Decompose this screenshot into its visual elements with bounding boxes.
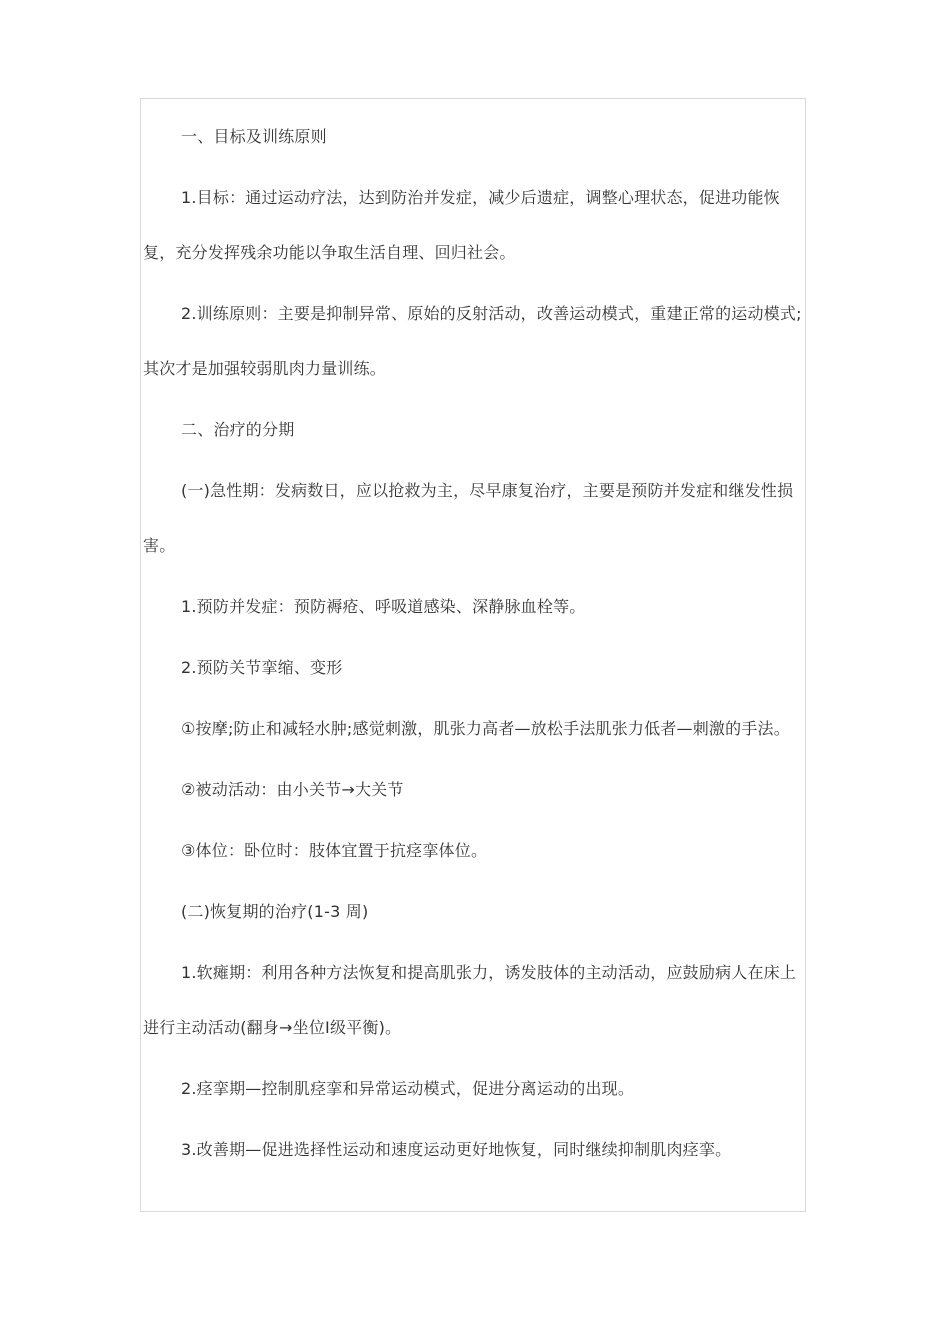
paragraph-position: ③体位：卧位时：肢体宜置于抗痉挛体位。 [181, 841, 488, 860]
section-heading-stages: 二、治疗的分期 [181, 420, 295, 439]
paragraph-flaccid-stage: 1.软瘫期：利用各种方法恢复和提高肌张力，诱发肢体的主动活动，应鼓励病人在床上进行主动活动(翻身→坐位Ⅰ级平衡)。 [143, 963, 797, 1037]
paragraph-training-principle: 2.训练原则：主要是抑制异常、原始的反射活动，改善运动模式，重建正常的运动模式;其次才是加强较弱肌肉力量训练。 [143, 304, 802, 378]
section-heading-goals: 一、目标及训练原则 [181, 127, 327, 146]
paragraph-recovery-stage: (二)恢复期的治疗(1-3 周) [181, 902, 369, 921]
paragraph-goal: 1.目标：通过运动疗法，达到防治并发症，减少后遗症，调整心理状态，促进功能恢复，充分发挥残余功能以争取生活自理、回归社会。 [143, 188, 780, 262]
paragraph-prevent-contracture: 2.预防关节挛缩、变形 [181, 658, 343, 677]
paragraph-acute-stage: (一)急性期：发病数日，应以抢救为主，尽早康复治疗，主要是预防并发症和继发性损害。 [143, 481, 794, 555]
paragraph-prevent-complications: 1.预防并发症：预防褥疮、呼吸道感染、深静脉血栓等。 [181, 597, 586, 616]
paragraph-improvement-stage: 3.改善期—促进选择性运动和速度运动更好地恢复，同时继续抑制肌肉痉挛。 [181, 1140, 732, 1159]
paragraph-passive-activity: ②被动活动：由小关节→大关节 [181, 780, 404, 799]
paragraph-spastic-stage: 2.痉挛期—控制肌痉挛和异常运动模式，促进分离运动的出现。 [181, 1079, 635, 1098]
paragraph-massage: ①按摩;防止和减轻水肿;感觉刺激，肌张力高者—放松手法肌张力低者—刺激的手法。 [181, 719, 790, 738]
document-body [143, 109, 803, 1183]
